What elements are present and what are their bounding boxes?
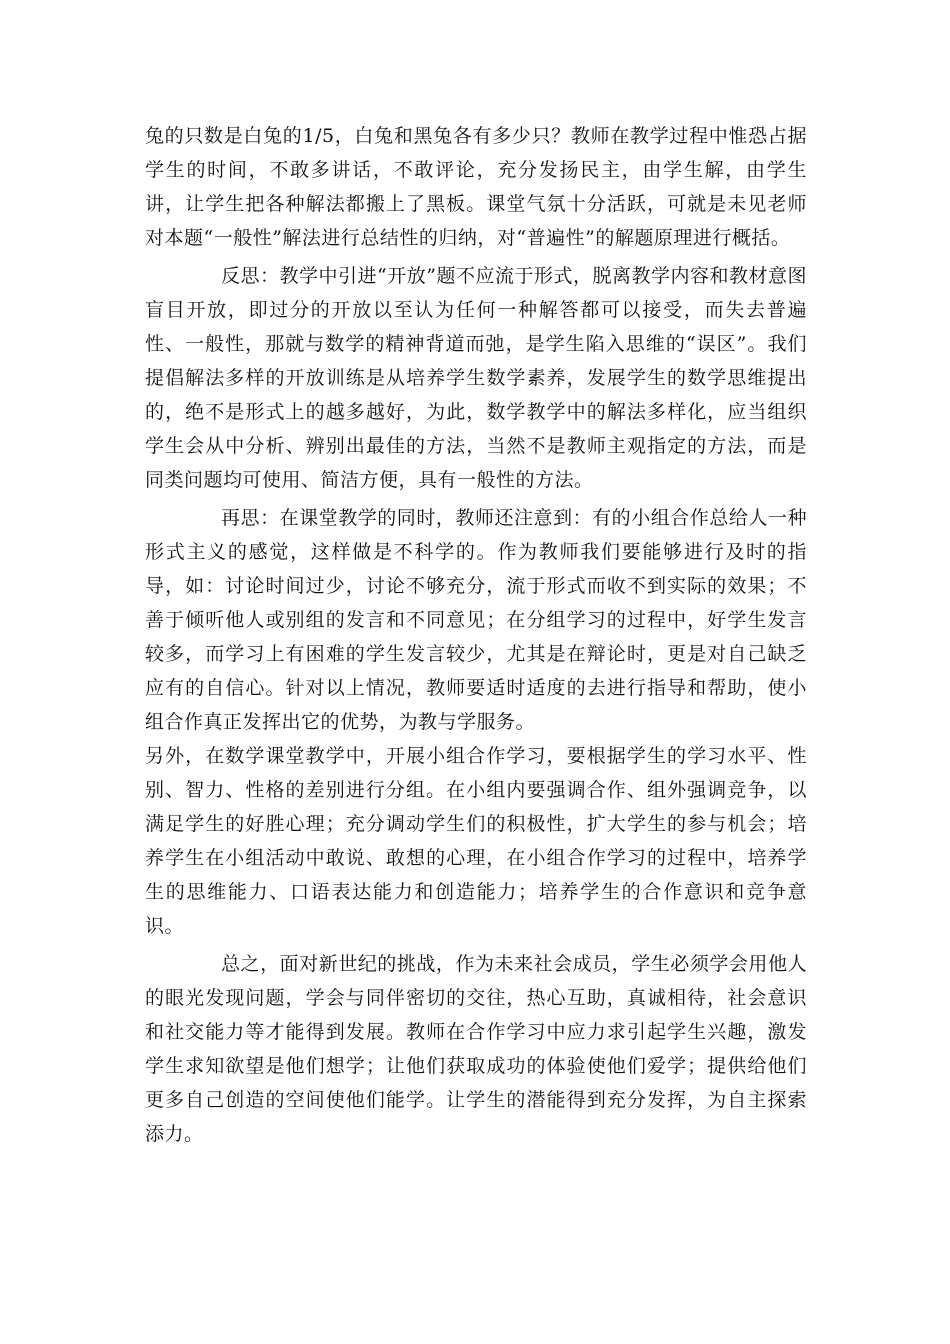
paragraph-reflection: 反思：教学中引进“开放”题不应流于形式，脱离教学内容和教材意图盲目开放，即过分的开放以至认为任何一种解答都可以接受，而失去普遍性、一般性，那就与数学的精神背道而弛，是学生陷入思维的“误区”。我们提倡解法多样的开放训练是从培养学生数学素养，发展学生的数学思维提出的，绝不是形式上的越多越好，为此，数学教学中的解法多样化，应当组织学生会从中分析、辨别出最佳的方法，当然不是教师主观指定的方法，而是同类问题均可使用、简洁方便，具有一般性的方法。 xyxy=(145,265,807,491)
paragraph-continuation: 兔的只数是白兔的1/5，白兔和黑兔各有多少只？教师在教学过程中惟恐占据学生的时间，不敢多讲话，不敢评论，充分发扬民主，由学生解，由学生讲，让学生把各种解法都搬上了黑板。课堂气氛十分活跃，可就是未见老师对本题“一般性”解法进行总结性的归纳，对“普遍性”的解题原理进行概括。 xyxy=(145,125,807,249)
paragraph-rethinking: 再思：在课堂教学的同时，教师还注意到：有的小组合作总给人一种形式主义的感觉，这样做是不科学的。作为教师我们要能够进行及时的指导，如：讨论时间过少，讨论不够充分，流于形式而收不到实际的效果；不善于倾听他人或别组的发言和不同意见；在分组学习的过程中，好学生发言较多，而学习上有困难的学生发言较少，尤其是在辩论时，更是对自己缺乏应有的自信心。针对以上情况，教师要适时适度的去进行指导和帮助，使小组合作真正发挥出它的优势，为教与学服务。 xyxy=(145,507,807,733)
document-body xyxy=(145,119,807,1151)
paragraph-additionally: 另外，在数学课堂教学中，开展小组合作学习，要根据学生的学习水平、性别、智力、性格的差别进行分组。在小组内要强调合作、组外强调竞争，以满足学生的好胜心理；充分调动学生们的积极性，扩大学生的参与机会；培养学生在小组活动中敢说、敢想的心理，在小组合作学习的过程中，培养学生的思维能力、口语表达能力和创造能力；培养学生的合作意识和竞争意识。 xyxy=(145,745,807,937)
paragraph-conclusion: 总之，面对新世纪的挑战，作为未来社会成员，学生必须学会用他人的眼光发现问题，学会与同伴密切的交往，热心互助，真诚相待，社会意识和社交能力等才能得到发展。教师在合作学习中应力求引起学生兴趣，激发学生求知欲望是他们想学；让他们获取成功的体验使他们爱学；提供给他们更多自己创造的空间使他们能学。让学生的潜能得到充分发挥，为自主探索添力。 xyxy=(145,953,807,1145)
